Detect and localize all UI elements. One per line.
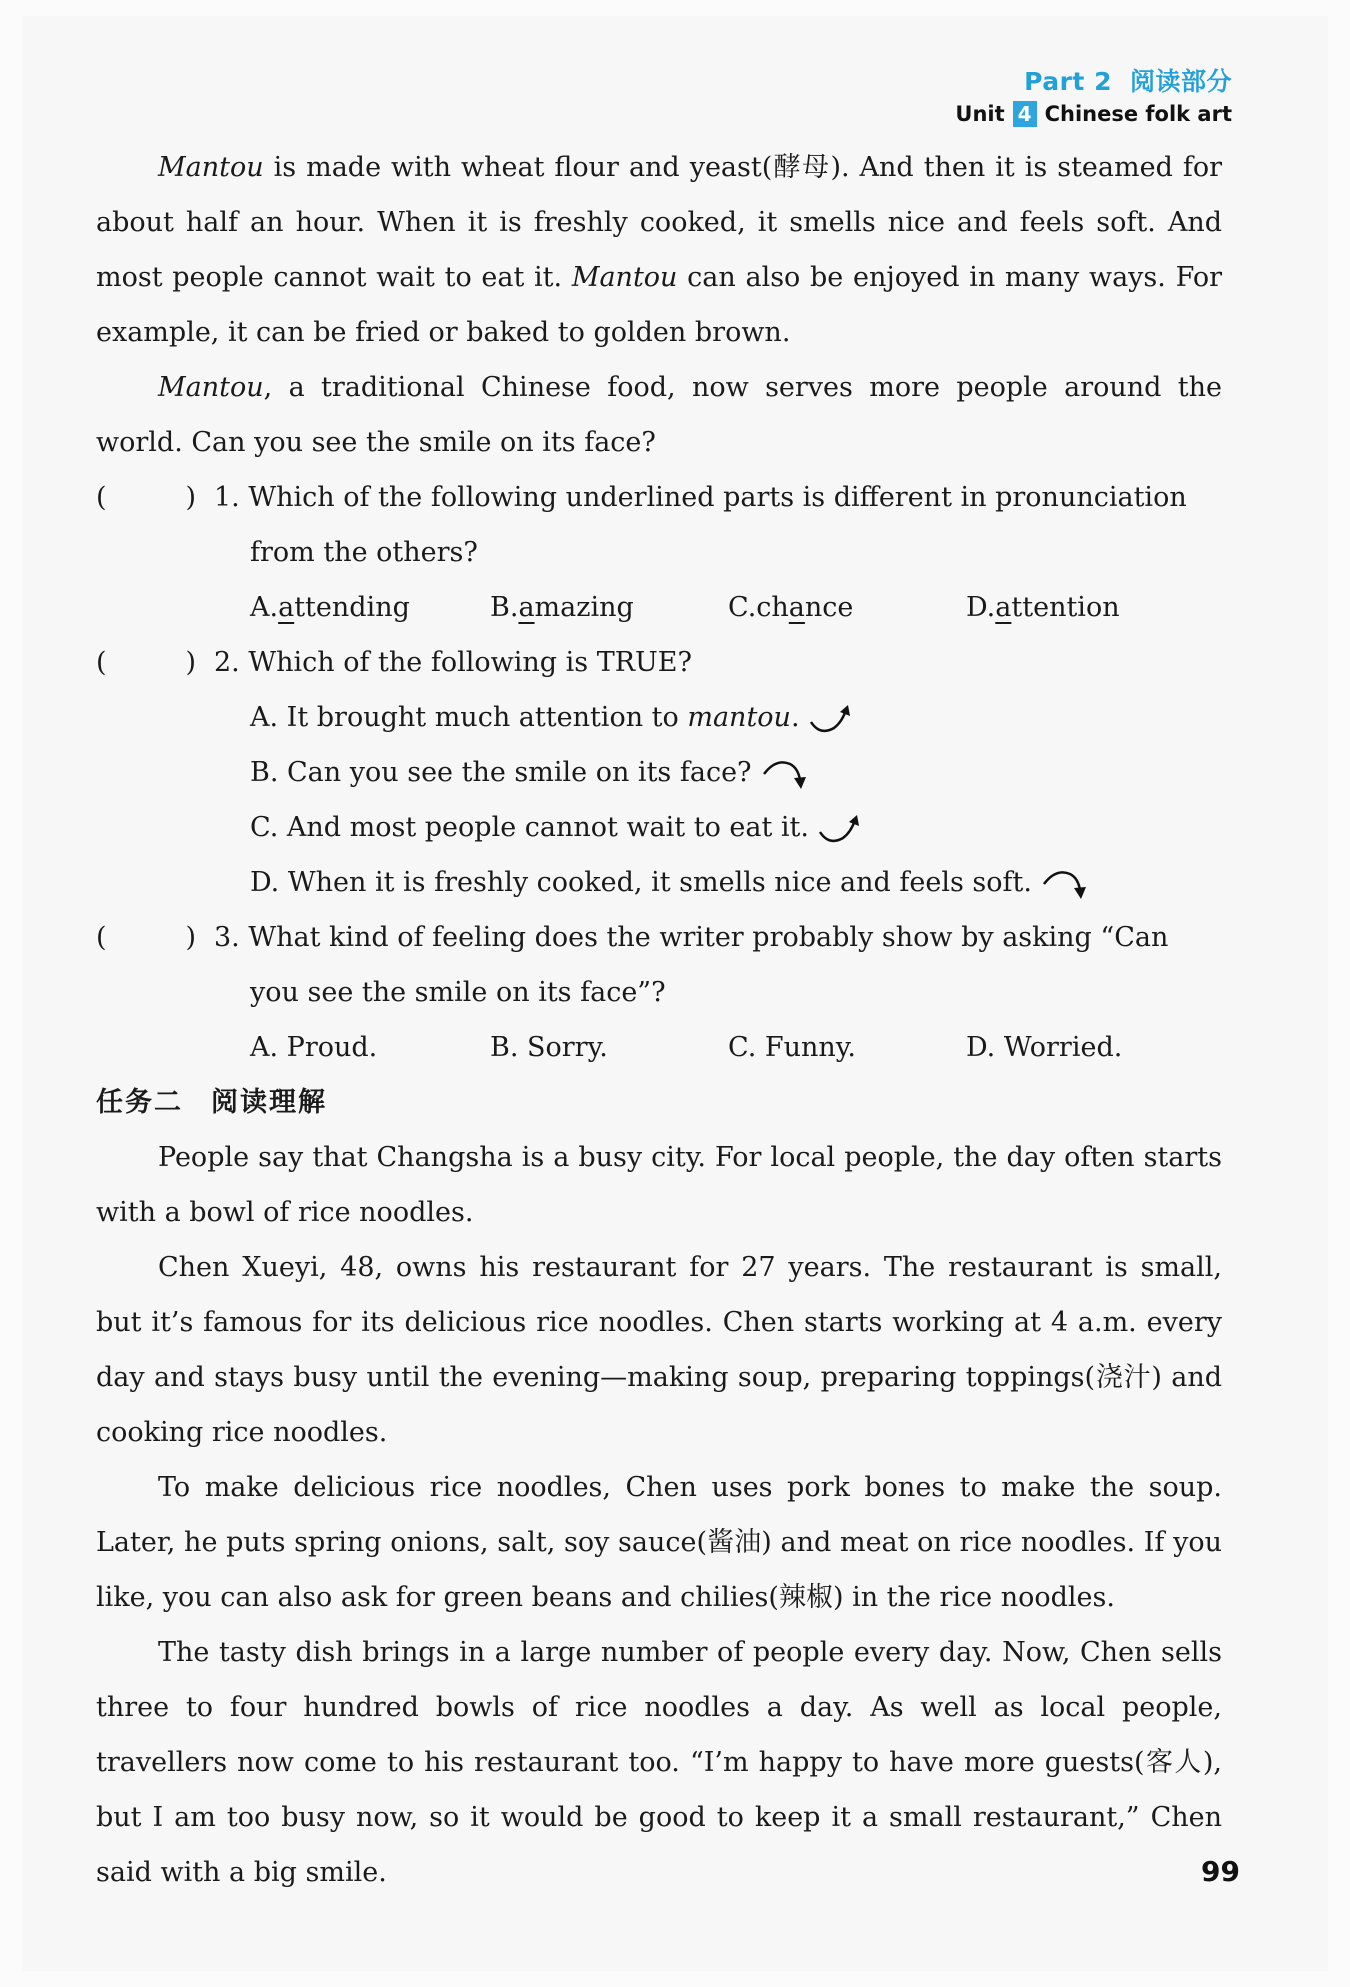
falling-intonation-icon bbox=[760, 756, 810, 792]
header-part-label: Part 2 bbox=[1024, 67, 1112, 96]
option-c bbox=[728, 580, 966, 635]
option-text: mazing bbox=[534, 592, 634, 623]
question-1-options bbox=[96, 580, 1222, 635]
option-text: A. It brought much attention to bbox=[250, 702, 688, 733]
option-b bbox=[490, 580, 728, 635]
option-text: ttention bbox=[1011, 592, 1120, 623]
page-number: 99 bbox=[1201, 1855, 1240, 1888]
option-b: B. Sorry. bbox=[490, 1032, 608, 1063]
option-a: A. Proud. bbox=[250, 1032, 378, 1063]
falling-intonation-icon bbox=[1040, 866, 1090, 902]
option-text: . bbox=[790, 702, 800, 733]
option-label: A. bbox=[250, 592, 279, 623]
italic-word: Mantou bbox=[571, 262, 678, 293]
rising-intonation-icon bbox=[808, 702, 854, 736]
question-2-text: 2. Which of the following is TRUE? bbox=[214, 647, 692, 678]
question-2-option-c bbox=[96, 800, 1222, 855]
unit-number-badge: 4 bbox=[1013, 101, 1037, 127]
header-unit-title: Chinese folk art bbox=[1044, 102, 1232, 126]
header-unit-label: Unit bbox=[955, 102, 1005, 126]
section-task-label: 任务二 bbox=[96, 1087, 183, 1118]
option-text: nce bbox=[804, 592, 854, 623]
passage2-paragraph-2: Chen Xueyi, 48, owns his restaurant for 27 years. The restaurant is small, but it’s famous for its delicious rice noodles. Chen starts working at 4 a.m. every day and stays busy until the evening—making soup, preparing toppings(浇汁) and cooking rice noodles. bbox=[96, 1252, 1222, 1448]
question-2-option-b bbox=[96, 745, 1222, 800]
option-text: B. Can you see the smile on its face? bbox=[250, 757, 752, 788]
question-2 bbox=[96, 635, 1222, 690]
answer-blank[interactable] bbox=[96, 635, 196, 690]
answer-blank[interactable] bbox=[96, 470, 196, 525]
page-content bbox=[96, 140, 1222, 1900]
underlined-letter: a bbox=[518, 592, 535, 623]
text-run: can also be enjoyed in many ways. For example, it can be fried or baked to golden brown. bbox=[96, 262, 1222, 348]
option-text: ch bbox=[756, 592, 789, 623]
passage2-paragraph-3: To make delicious rice noodles, Chen uses pork bones to make the soup. Later, he puts spring onions, salt, soy sauce(酱油) and meat on rice noodles. If you like, you can also ask for green beans and chilies(辣椒) in the rice noodles. bbox=[96, 1472, 1222, 1613]
question-3-options bbox=[96, 1020, 1222, 1075]
option-a bbox=[250, 580, 490, 635]
option-label: B. bbox=[490, 592, 519, 623]
passage1-paragraph-1 bbox=[96, 140, 1222, 360]
option-text: C. And most people cannot wait to eat it. bbox=[250, 812, 809, 843]
section-title-text: 阅读理解 bbox=[211, 1087, 327, 1118]
header-part bbox=[1024, 62, 1232, 98]
italic-word: Mantou bbox=[158, 152, 264, 183]
section-title bbox=[96, 1075, 1222, 1130]
paren-open: ( bbox=[96, 922, 107, 953]
question-3-text: 3. What kind of feeling does the writer probably show by asking “Can you see the smile on its face”? bbox=[214, 922, 1169, 1008]
paren-open: ( bbox=[96, 482, 107, 513]
header-unit bbox=[955, 101, 1232, 127]
paren-close: ) bbox=[185, 922, 196, 953]
question-2-option-d bbox=[96, 855, 1222, 910]
paren-close: ) bbox=[185, 482, 196, 513]
question-3 bbox=[96, 910, 1222, 1020]
underlined-letter: a bbox=[788, 592, 805, 623]
underlined-letter: a bbox=[995, 592, 1012, 623]
header-part-cn: 阅读部分 bbox=[1129, 67, 1232, 96]
option-text: ttending bbox=[294, 592, 410, 623]
text-run: is made with wheat flour and yeast(酵母). And then it is steamed for about half an hour. When it is freshly cooked, it smells nice and feels soft. And most people cannot wait to eat it. bbox=[96, 152, 1222, 293]
question-2-option-a bbox=[96, 690, 1222, 745]
paren-close: ) bbox=[185, 647, 196, 678]
option-text: D. When it is freshly cooked, it smells nice and feels soft. bbox=[250, 867, 1032, 898]
answer-blank[interactable] bbox=[96, 910, 196, 965]
rising-intonation-icon bbox=[817, 812, 863, 846]
paren-open: ( bbox=[96, 647, 107, 678]
option-d: D. Worried. bbox=[966, 1032, 1123, 1063]
question-1-text: 1. Which of the following underlined parts is different in pronunciation from the others? bbox=[214, 482, 1187, 568]
option-label: C. bbox=[728, 592, 757, 623]
passage1-paragraph-2 bbox=[96, 360, 1222, 470]
underlined-letter: a bbox=[278, 592, 295, 623]
option-c: C. Funny. bbox=[728, 1032, 857, 1063]
text-run: , a traditional Chinese food, now serves more people around the world. Can you see the smile on its face? bbox=[96, 372, 1222, 458]
option-d bbox=[966, 580, 1120, 635]
question-1 bbox=[96, 470, 1222, 580]
italic-word: mantou bbox=[687, 702, 791, 733]
italic-word: Mantou bbox=[158, 372, 264, 403]
passage2-paragraph-4: The tasty dish brings in a large number of people every day. Now, Chen sells three to four hundred bowls of rice noodles a day. As well as local people, travellers now come to his restaurant too. “I’m happy to have more guests(客人), but I am too busy now, so it would be good to keep it a small restaurant,” Chen said with a big smile. bbox=[96, 1637, 1222, 1888]
passage2-paragraph-1: People say that Changsha is a busy city. For local people, the day often starts with a bowl of rice noodles. bbox=[96, 1142, 1222, 1228]
option-label: D. bbox=[966, 592, 996, 623]
